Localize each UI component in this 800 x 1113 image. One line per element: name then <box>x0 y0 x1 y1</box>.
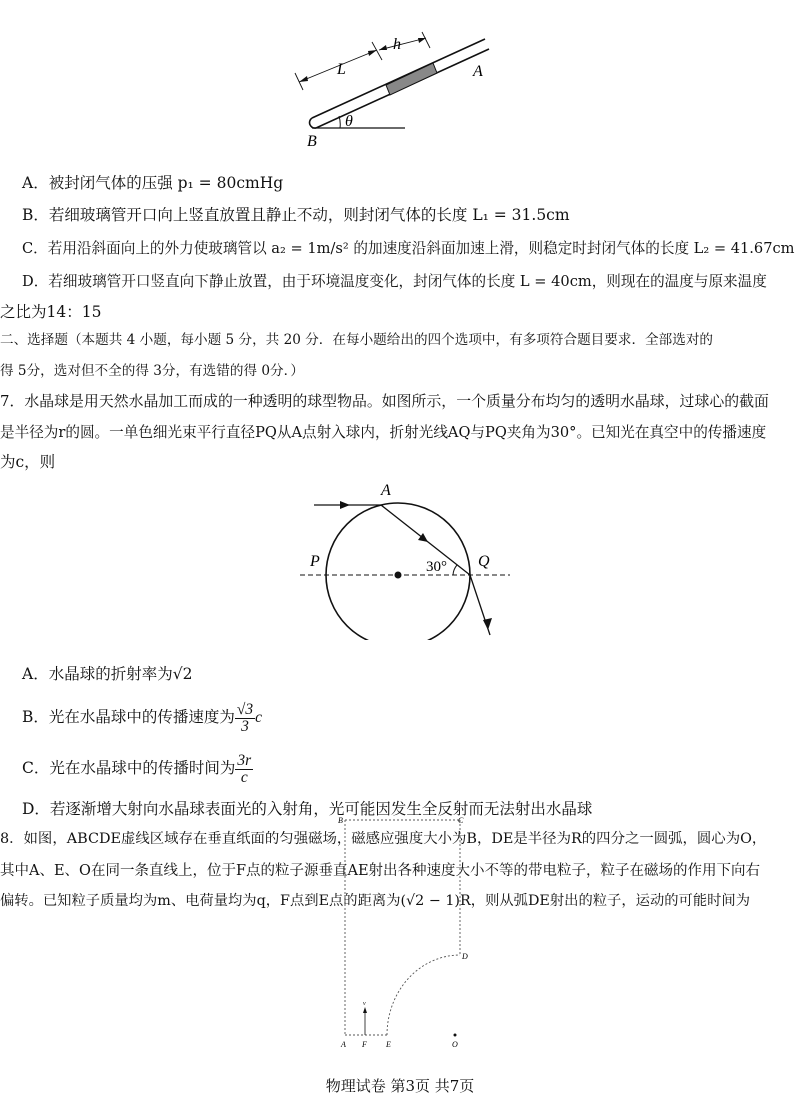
q7-option-b-text: B．光在水晶球中的传播速度为 <box>22 708 235 726</box>
field-label-C: C <box>458 816 464 825</box>
ball-label-A: A <box>381 482 391 499</box>
tube-label-A: A <box>473 63 483 80</box>
q7-option-a: A．水晶球的折射率为√2 <box>22 665 193 683</box>
inclined-tube-figure <box>285 30 505 150</box>
q7-option-b-c: c <box>255 709 263 726</box>
q6-option-c: C．若用沿斜面向上的外力使玻璃管以 a₂ = 1m/s² 的加速度沿斜面加速上滑，则稳定时封闭气体的长度 L₂ = 41.67cm <box>22 240 795 257</box>
q6-option-a: A．被封闭气体的压强 p₁ = 80cmHg <box>22 174 284 192</box>
q7-stem-3: 为c，则 <box>0 453 56 471</box>
q7-stem-1: 7．水晶球是用天然水晶加工而成的一种透明的球型物品。如图所示，一个质量分布均匀的透明水晶球，过球心的截面 <box>0 392 769 410</box>
tube-label-h: h <box>393 36 401 53</box>
tube-label-L: L <box>337 61 346 78</box>
q7-option-c-text: C．光在水晶球中的传播时间为 <box>22 759 236 777</box>
page-footer: 物理试卷 第3页 共7页 <box>325 1077 475 1095</box>
magnetic-field-figure <box>330 815 480 1060</box>
section2-intro-cont: 得 5分，选对但不全的得 3分，有选错的得 0分．） <box>0 363 304 379</box>
q6-option-d-cont: 之比为14：15 <box>0 303 102 321</box>
tube-label-theta: θ <box>345 113 353 130</box>
q8-stem-1: 8．如图，ABCDE虚线区域存在垂直纸面的匀强磁场，磁感应强度大小为B，DE是半径为R的四分之一圆弧，圆心为O， <box>0 831 767 847</box>
field-label-B: B <box>338 816 343 825</box>
q8-stem-3: 偏转。已知粒子质量均为m、电荷量均为q，F点到E点的距离为(√2 − 1)R，则从弧DE射出的粒子，运动的可能时间为 <box>0 893 751 909</box>
q7-option-b-numerator: √3 <box>236 700 254 718</box>
field-label-F: F <box>362 1040 367 1049</box>
ball-label-P: P <box>310 553 320 570</box>
q7-option-b <box>22 699 262 736</box>
field-label-O: O <box>452 1040 458 1049</box>
q7-option-b-denominator: 3 <box>241 717 249 735</box>
q7-option-d: D．若逐渐增大射向水晶球表面光的入射角，光可能因发生全反射而无法射出水晶球 <box>22 800 593 818</box>
ball-angle-label: 30° <box>426 559 447 575</box>
q7-stem-2: 是半径为r的圆。一单色细光束平行直径PQ从A点射入球内，折射光线AQ与PQ夹角为30°。已知光在真空中的传播速度 <box>0 424 767 441</box>
field-label-A: A <box>341 1040 346 1049</box>
q6-option-b: B．若细玻璃管开口向上竖直放置且静止不动，则封闭气体的长度 L₁ = 31.5cm <box>22 206 570 224</box>
q8-stem-2: 其中A、E、O在同一条直线上，位于F点的粒子源垂直AE射出各种速度大小不等的带电粒子，粒子在磁场的作用下向右 <box>0 863 761 879</box>
ball-label-Q: Q <box>478 553 490 570</box>
field-label-v: v <box>363 1001 366 1007</box>
crystal-ball-figure <box>300 475 510 640</box>
section2-intro: 二、选择题（本题共 4 小题，每小题 5 分，共 20 分．在每小题给出的四个选项中，有多项符合题目要求．全部选对的 <box>0 332 714 348</box>
q7-option-c-denominator: c <box>240 768 248 786</box>
q7-option-b-fraction <box>235 702 255 735</box>
field-label-D: D <box>462 952 468 961</box>
field-label-E: E <box>386 1040 391 1049</box>
q7-option-c-numerator: 3r <box>237 751 252 769</box>
tube-label-B: B <box>307 133 317 150</box>
q6-option-d: D．若细玻璃管开口竖直向下静止放置，由于环境温度变化，封闭气体的长度 L = 40cm，则现在的温度与原来温度 <box>22 273 767 290</box>
q7-option-c <box>22 750 253 786</box>
q7-option-c-fraction <box>235 753 253 786</box>
